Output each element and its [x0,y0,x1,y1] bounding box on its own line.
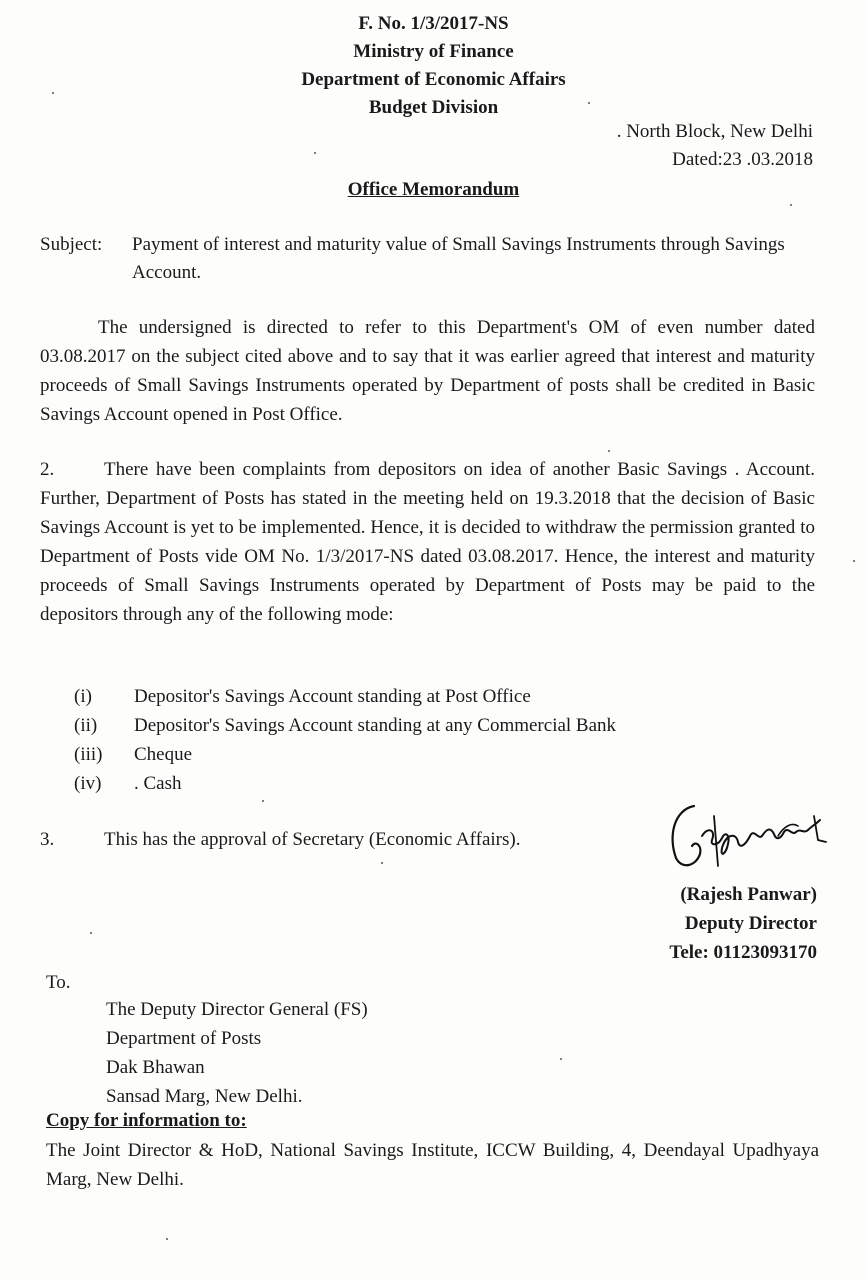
file-number: F. No. 1/3/2017-NS [358,13,509,34]
paragraph-1: The undersigned is directed to refer to this Department's OM of even number dated 03.08.2017 on the subject cited above and to say that it was earlier agreed that interest and maturity proceeds of Small Savings Instruments operated by Department of posts shall be credited in Basic Savings Account opened in Post Office. [40,317,815,425]
list-item [74,711,616,740]
date: Dated:23 .03.2018 [672,149,813,170]
list-item [74,740,616,769]
list-item [74,769,616,798]
place-and-date [617,118,813,174]
paragraph-2-text: There have been complaints from depositors on idea of another Basic Savings . Account. Further, Department of Posts has stated in the meeting held on 19.3.2018 that the decision of Basic Savings Account is yet to be implemented. Hence, it is decided to withdraw the permission granted to Department of Posts vide OM No. 1/3/2017-NS dated 03.08.2017. Hence, the interest and maturity proceeds of Small Savings Instruments operated by Department of Posts may be paid to the depositors through any of the following mode: [40,459,815,625]
address-line: The Deputy Director General (FS) [106,999,368,1020]
to-label: To. [46,972,71,993]
memo-title: Office Memorandum [347,179,520,200]
list-item [74,682,616,711]
department-name: Department of Economic Affairs [301,69,566,90]
list-text: . Cash [134,773,182,794]
scan-speck [588,102,590,104]
copy-heading: Copy for information to: [46,1110,247,1131]
list-numeral: (iii) [74,744,103,765]
paragraph-3 [40,825,520,854]
scan-speck [90,932,92,934]
scan-speck [853,560,855,562]
paragraph-2 [40,455,815,629]
letterhead [0,10,867,122]
scan-speck [52,92,54,94]
scan-speck [608,450,610,452]
location: . North Block, New Delhi [616,121,813,142]
signatory-telephone: Tele: 01123093170 [669,942,817,963]
scan-speck [381,862,383,864]
scan-speck [314,152,316,154]
list-text: Cheque [134,744,193,765]
copy-recipient: The Joint Director & HoD, National Savings Institute, ICCW Building, 4, Deendayal Upadhyaya Marg, New Delhi. [46,1140,819,1190]
scan-speck [790,204,792,206]
paragraph-3-number: 3. [40,829,55,850]
signatory-block [669,880,817,967]
payment-modes-list [74,682,616,798]
list-numeral: (ii) [74,715,98,736]
list-text: Depositor's Savings Account standing at any Commercial Bank [134,715,617,736]
subject-text: Payment of interest and maturity value of Small Savings Instruments through Savings Account. [132,234,785,283]
subject-label: Subject: [40,234,103,255]
list-text: Depositor's Savings Account standing at Post Office [134,686,531,707]
paragraph-2-number: 2. [40,459,55,480]
list-numeral: (iv) [74,773,102,794]
list-numeral: (i) [74,686,92,707]
signatory-name: (Rajesh Panwar) [680,884,817,905]
paragraph-3-text: This has the approval of Secretary (Economic Affairs). [104,829,521,850]
ministry-name: Ministry of Finance [353,41,514,62]
address-line: Sansad Marg, New Delhi. [106,1086,303,1107]
recipient-address [106,995,368,1111]
scan-speck [262,800,264,802]
address-line: Department of Posts [106,1028,262,1049]
address-line: Dak Bhawan [106,1057,205,1078]
signatory-designation: Deputy Director [684,913,817,934]
handwritten-signature [666,796,836,876]
scan-speck [166,1238,168,1240]
scan-speck [560,1058,562,1060]
division-name: Budget Division [368,97,499,118]
subject-block [40,231,815,287]
